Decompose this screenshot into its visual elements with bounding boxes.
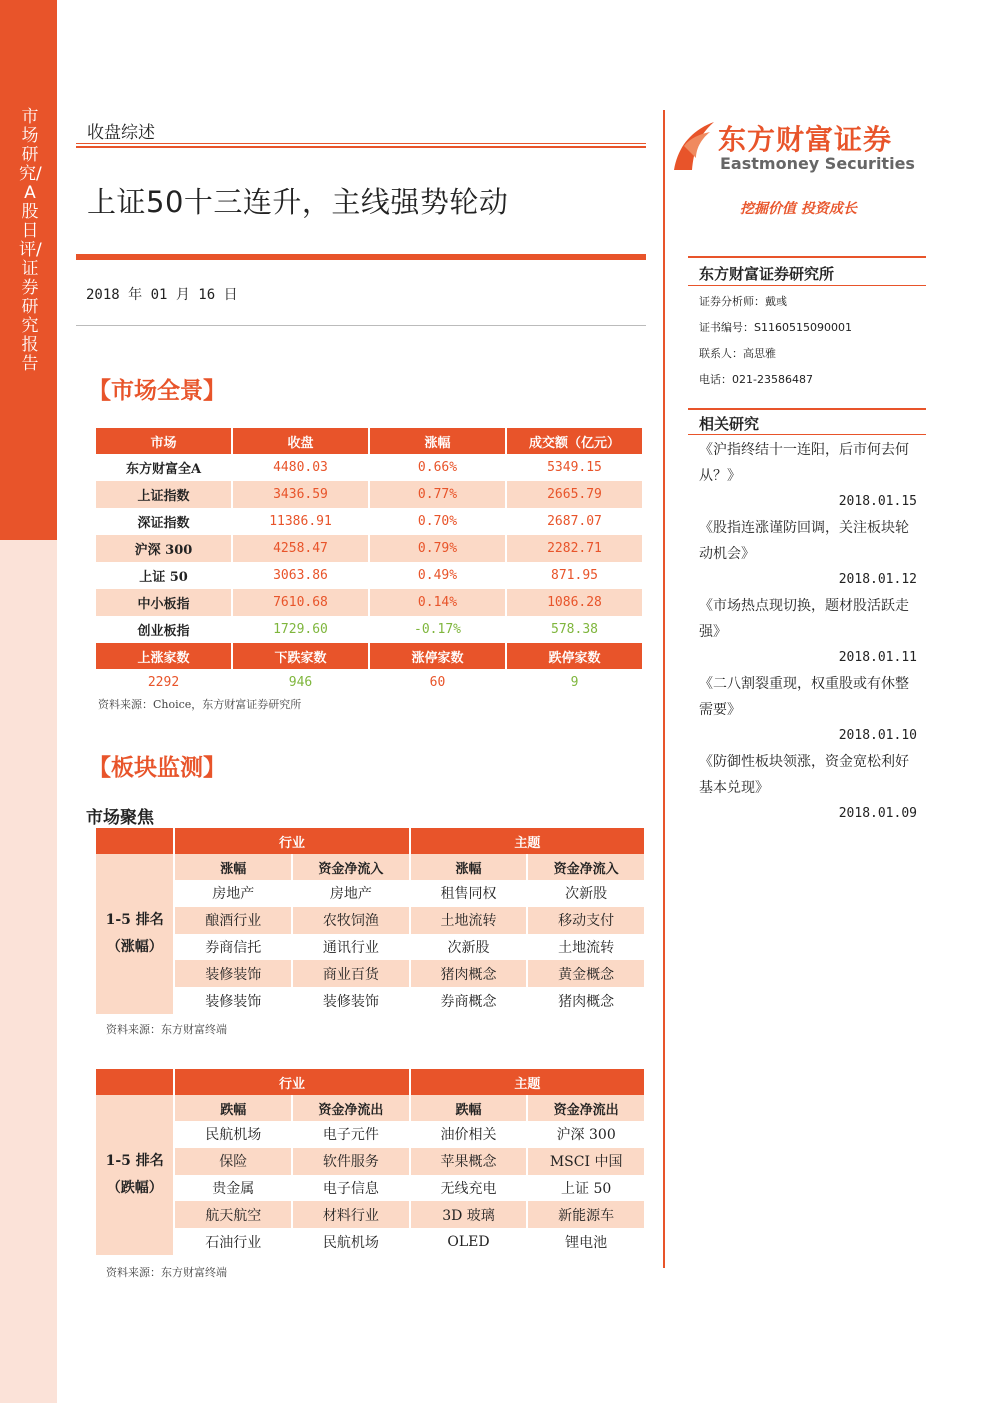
related-report-date: 2018.01.12 <box>838 572 917 587</box>
table-cell: 电子信息 <box>322 1180 379 1197</box>
sector-up-source: 资料来源：东方财富终端 <box>106 1023 227 1036</box>
table-cell: 装修装饰 <box>205 993 262 1010</box>
table-cell: 电子元件 <box>322 1127 379 1144</box>
group-header-row <box>96 1069 644 1095</box>
table-cell: 通讯行业 <box>322 939 379 956</box>
market-col-header: 成交额（亿元） <box>507 428 642 454</box>
market-source: 资料来源：Choice，东方财富证券研究所 <box>98 698 302 711</box>
index-name: 中小板指 <box>96 589 231 616</box>
col-header: 跌幅 <box>411 1095 527 1121</box>
table-cell: 苹果概念 <box>411 1148 527 1175</box>
institute-title: 东方财富证券研究所 <box>699 265 835 283</box>
sector-subheading: 市场聚焦 <box>86 808 154 828</box>
institute-rule-bottom <box>688 285 926 286</box>
table-cell: 软件服务 <box>293 1148 409 1175</box>
col-header-row <box>96 1095 644 1121</box>
index-name: 沪深 300 <box>96 535 231 562</box>
rank-label <box>96 854 173 1014</box>
table-cell: 券商信托 <box>205 939 262 956</box>
market-col-header: 涨幅 <box>370 428 505 454</box>
table-cell: 民航机场 <box>205 1127 262 1144</box>
table-cell: 土地流转 <box>558 939 615 956</box>
table-cell: 酿酒行业 <box>175 907 291 934</box>
market-heading: 【市场全景】 <box>88 377 226 404</box>
table-cell: 土地流转 <box>411 907 527 934</box>
close-value: 1729.60 <box>273 622 328 637</box>
related-report-date: 2018.01.09 <box>838 806 917 821</box>
related-report-link[interactable]: 《股指连涨谨防回调，关注板块轮动机会》 <box>699 520 909 562</box>
table-cell: 石油行业 <box>205 1234 262 1251</box>
related-report-link[interactable]: 《沪指终结十一连阳，后市何去何从？》 <box>699 442 909 484</box>
table-cell: MSCI 中国 <box>528 1148 644 1175</box>
related-report-link[interactable]: 《防御性板块领涨，资金宽松利好基本兑现》 <box>699 754 909 796</box>
table-cell: 新能源车 <box>528 1201 644 1228</box>
table-cell: 黄金概念 <box>528 960 644 987</box>
turnover-value: 2687.07 <box>547 514 602 529</box>
market-header-row <box>96 428 642 454</box>
table-row <box>96 1175 644 1202</box>
sector-down-table <box>94 1069 646 1255</box>
related-report-link[interactable]: 《二八割裂重现，权重股或有休整需要》 <box>699 676 909 718</box>
limit-up-count: 60 <box>429 675 446 690</box>
table-cell: 材料行业 <box>293 1201 409 1228</box>
turnover-value: 1086.28 <box>507 589 642 616</box>
page-title: 上证50十三连升，主线强势轮动 <box>87 185 509 219</box>
limit-down-count: 9 <box>570 675 579 690</box>
table-row <box>96 934 644 961</box>
sector-down-source: 资料来源：东方财富终端 <box>106 1266 227 1279</box>
table-row <box>96 1148 644 1175</box>
table-row <box>96 616 642 643</box>
related-rule-top <box>688 408 926 410</box>
table-row <box>96 907 644 934</box>
change-value: 0.79% <box>370 535 505 562</box>
table-cell: 商业百货 <box>293 960 409 987</box>
table-row <box>96 481 642 508</box>
turnover-value: 5349.15 <box>547 460 602 475</box>
table-cell: 3D 玻璃 <box>411 1201 527 1228</box>
table-row <box>96 1201 644 1228</box>
table-row <box>96 880 644 907</box>
date-rule <box>76 325 646 326</box>
group-header-industry: 行业 <box>175 1069 408 1095</box>
table-cell: 房地产 <box>212 886 255 903</box>
count-header-row <box>96 643 642 669</box>
corner-cell <box>96 1069 173 1095</box>
market-col-header: 收盘 <box>233 428 368 454</box>
table-row <box>96 454 642 481</box>
title-rule <box>76 254 646 260</box>
col-header: 跌幅 <box>175 1095 291 1121</box>
market-col-header: 市场 <box>96 428 231 454</box>
rank-label-line2: （跌幅） <box>106 1179 163 1196</box>
table-cell: 房地产 <box>329 886 372 903</box>
side-bar-text: 市场研究/A股日评/证券研究报告 <box>19 107 42 374</box>
table-row <box>96 589 642 616</box>
index-name: 深证指数 <box>137 516 190 531</box>
related-title: 相关研究 <box>699 415 760 433</box>
related-rule-bottom <box>688 434 926 435</box>
table-cell: 猪肉概念 <box>411 960 527 987</box>
group-header-theme: 主题 <box>411 1069 644 1095</box>
table-cell: 移动支付 <box>528 907 644 934</box>
col-header-row <box>96 854 644 880</box>
table-cell: 次新股 <box>447 939 490 956</box>
table-cell: 猪肉概念 <box>558 993 615 1010</box>
count-col-header: 上涨家数 <box>96 643 231 669</box>
table-row <box>96 562 642 589</box>
col-header: 资金净流入 <box>293 854 409 880</box>
phone-number: 电话：021-23586487 <box>699 373 813 386</box>
table-cell: 装修装饰 <box>175 960 291 987</box>
header-rule-top <box>76 143 646 144</box>
col-header: 资金净流出 <box>293 1095 409 1121</box>
group-header-theme: 主题 <box>411 828 644 854</box>
change-value: 0.66% <box>417 460 458 475</box>
col-header: 资金净流出 <box>528 1095 644 1121</box>
close-value: 4480.03 <box>273 460 328 475</box>
table-cell: 民航机场 <box>322 1234 379 1251</box>
cert-number: 证书编号：S1160515090001 <box>699 321 852 334</box>
up-count: 2292 <box>147 675 180 690</box>
col-header: 涨幅 <box>411 854 527 880</box>
change-value: 0.14% <box>370 589 505 616</box>
table-cell: 租售同权 <box>440 886 497 903</box>
related-report-date: 2018.01.11 <box>838 650 917 665</box>
related-report-link[interactable]: 《市场热点现切换，题材股活跃走强》 <box>699 598 909 640</box>
table-cell: 贵金属 <box>212 1180 255 1197</box>
institute-rule-top <box>688 256 926 258</box>
table-cell: 上证 50 <box>561 1180 612 1197</box>
report-date: 2018 年 01 月 16 日 <box>86 287 238 303</box>
close-value: 3063.86 <box>273 568 328 583</box>
table-cell: OLED <box>447 1233 490 1250</box>
table-row <box>96 1121 644 1148</box>
rank-label-line2: （涨幅） <box>106 938 163 955</box>
down-count: 946 <box>288 675 313 690</box>
related-report-date: 2018.01.15 <box>838 494 917 509</box>
index-name: 上证 50 <box>139 570 188 585</box>
index-name: 创业板指 <box>137 624 190 639</box>
section-label: 收盘综述 <box>87 123 155 143</box>
table-cell: 无线充电 <box>440 1180 497 1197</box>
table-row <box>96 1228 644 1255</box>
change-value: 0.77% <box>370 481 505 508</box>
table-cell: 次新股 <box>565 886 608 903</box>
analyst-name: 证券分析师：戴彧 <box>699 295 787 308</box>
contact-person: 联系人：高思雅 <box>699 347 776 360</box>
table-cell: 农牧饲渔 <box>293 907 409 934</box>
group-header-industry: 行业 <box>175 828 408 854</box>
close-value: 4258.47 <box>233 535 368 562</box>
col-header: 资金净流入 <box>528 854 644 880</box>
sector-heading: 【板块监测】 <box>88 754 226 781</box>
close-value: 11386.91 <box>269 514 332 529</box>
table-cell: 券商概念 <box>440 993 497 1010</box>
brand-name-en: Eastmoney Securities <box>720 154 915 173</box>
count-col-header: 涨停家数 <box>370 643 505 669</box>
related-report-date: 2018.01.10 <box>838 728 917 743</box>
change-value: 0.49% <box>417 568 458 583</box>
brand-slogan: 挖掘价值 投资成长 <box>740 201 857 217</box>
table-cell: 油价相关 <box>440 1127 497 1144</box>
group-header-row <box>96 828 644 854</box>
table-row <box>96 987 644 1014</box>
rank-label-line1: 1-5 排名 <box>105 911 164 928</box>
index-name: 东方财富全A <box>125 462 202 477</box>
close-value: 3436.59 <box>233 481 368 508</box>
rank-label <box>96 1095 173 1255</box>
side-bar <box>0 0 57 1403</box>
table-cell: 保险 <box>175 1148 291 1175</box>
col-header: 涨幅 <box>175 854 291 880</box>
table-row <box>96 508 642 535</box>
turnover-value: 2282.71 <box>507 535 642 562</box>
count-col-header: 跌停家数 <box>507 643 642 669</box>
index-name: 上证指数 <box>96 481 231 508</box>
turnover-value: 2665.79 <box>507 481 642 508</box>
close-value: 7610.68 <box>233 589 368 616</box>
table-cell: 沪深 300 <box>556 1127 616 1144</box>
count-col-header: 下跌家数 <box>233 643 368 669</box>
brand-name-cn: 东方财富证券 <box>718 123 893 156</box>
table-cell: 锂电池 <box>565 1234 608 1251</box>
table-row <box>96 535 642 562</box>
change-value: -0.17% <box>414 622 461 637</box>
turnover-value: 871.95 <box>551 568 598 583</box>
column-divider <box>663 110 665 1268</box>
market-table <box>94 428 644 696</box>
count-row <box>96 669 642 696</box>
turnover-value: 578.38 <box>551 622 598 637</box>
header-rule-top-thick <box>76 146 646 148</box>
table-cell: 装修装饰 <box>322 993 379 1010</box>
rank-label-line1: 1-5 排名 <box>105 1152 164 1169</box>
corner-cell <box>96 828 173 854</box>
table-row <box>96 960 644 987</box>
sector-up-table <box>94 828 646 1014</box>
brand-logo-icon <box>670 116 716 174</box>
change-value: 0.70% <box>417 514 458 529</box>
table-cell: 航天航空 <box>175 1201 291 1228</box>
